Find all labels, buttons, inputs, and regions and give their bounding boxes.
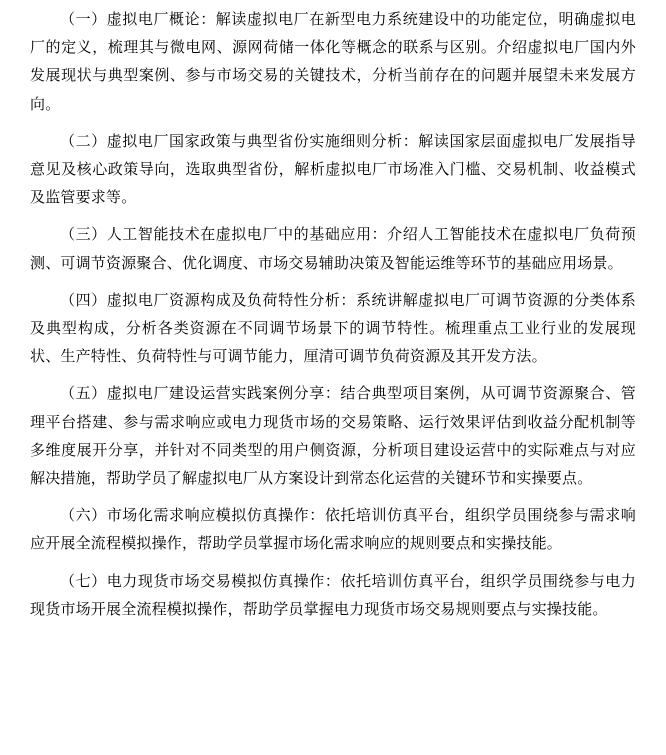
- paragraph-1: （一）虚拟电厂概论：解读虚拟电厂在新型电力系统建设中的功能定位，明确虚拟电厂的定义，梳理其与微电网、源网荷储一体化等概念的联系与区别。介绍虚拟电厂国内外发展现状与典型案例、参与市场交易的关键技术，分析当前存在的问题并展望未来发展方向。: [30, 10, 636, 113]
- paragraph-2: （二）虚拟电厂国家政策与典型省份实施细则分析：解读国家层面虚拟电厂发展指导意见及核心政策导向，选取典型省份，解析虚拟电厂市场准入门槛、交易机制、收益模式及监管要求等。: [30, 131, 636, 207]
- paragraph-4: （四）虚拟电厂资源构成及负荷特性分析：系统讲解虚拟电厂可调节资源的分类体系及典型构成，分析各类资源在不同调节场景下的调节特性。梳理重点工业行业的发展现状、生产特性、负荷特性与可调节能力，厘清可调节负荷资源及其开发方法。: [30, 290, 636, 366]
- paragraph-5: （五）虚拟电厂建设运营实践案例分享：结合典型项目案例，从可调节资源聚合、管理平台搭建、参与需求响应或电力现货市场的交易策略、运行效果评估到收益分配机制等多维度展开分享，并针对不同类型的用户侧资源，分析项目建设运营中的实际难点与对应解决措施，帮助学员了解虚拟电厂从方案设计到常态化运营的关键环节和实操要点。: [30, 384, 636, 488]
- document-body: [30, 5, 636, 623]
- paragraph-6: （六）市场化需求响应模拟仿真操作：依托培训仿真平台，组织学员围绕参与需求响应开展全流程模拟操作，帮助学员掌握市场化需求响应的规则要点和实操技能。: [30, 506, 636, 553]
- paragraph-3: （三）人工智能技术在虚拟电厂中的基础应用：介绍人工智能技术在虚拟电厂负荷预测、可调节资源聚合、优化调度、市场交易辅助决策及智能运维等环节的基础应用场景。: [30, 225, 636, 272]
- paragraph-7: （七）电力现货市场交易模拟仿真操作：依托培训仿真平台，组织学员围绕参与电力现货市场开展全流程模拟操作，帮助学员掌握电力现货市场交易规则要点与实操技能。: [30, 571, 636, 618]
